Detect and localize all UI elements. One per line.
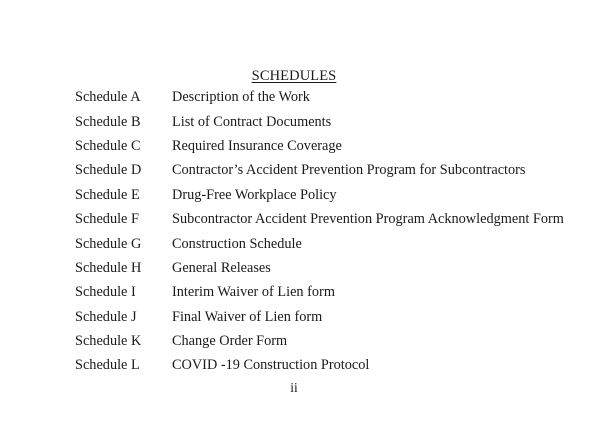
schedule-id: Schedule F bbox=[75, 211, 139, 227]
schedule-row-b bbox=[0, 113, 598, 131]
schedule-description: Change Order Form bbox=[172, 333, 288, 349]
page-title: SCHEDULES bbox=[251, 68, 337, 84]
schedule-row-j bbox=[0, 308, 598, 326]
schedule-description: Contractor’s Accident Prevention Program for Subcontractors bbox=[172, 162, 526, 178]
schedule-description: Drug-Free Workplace Policy bbox=[172, 187, 337, 203]
schedule-id: Schedule C bbox=[75, 138, 141, 154]
schedule-row-f bbox=[0, 210, 598, 228]
schedule-id: Schedule K bbox=[75, 333, 142, 349]
schedule-description: Construction Schedule bbox=[172, 236, 302, 252]
schedule-id: Schedule A bbox=[75, 89, 141, 105]
schedule-id: Schedule G bbox=[75, 236, 142, 252]
schedule-row-g bbox=[0, 235, 598, 253]
schedule-row-d bbox=[0, 161, 598, 179]
schedule-id: Schedule L bbox=[75, 357, 140, 373]
schedule-row-c bbox=[0, 137, 598, 155]
schedule-description: Interim Waiver of Lien form bbox=[172, 284, 335, 300]
schedule-description: COVID -19 Construction Protocol bbox=[172, 357, 370, 373]
schedule-id: Schedule H bbox=[75, 260, 142, 276]
page-number: ii bbox=[290, 380, 298, 395]
schedule-id: Schedule E bbox=[75, 187, 140, 203]
schedule-description: Description of the Work bbox=[172, 89, 310, 105]
schedule-description: General Releases bbox=[172, 260, 271, 276]
schedule-description: List of Contract Documents bbox=[172, 114, 332, 130]
schedule-row-e bbox=[0, 186, 598, 204]
schedule-id: Schedule J bbox=[75, 309, 137, 325]
schedule-id: Schedule B bbox=[75, 114, 141, 130]
schedule-row-k bbox=[0, 332, 598, 350]
schedule-row-h bbox=[0, 259, 598, 277]
schedule-row-a bbox=[0, 88, 598, 106]
schedule-description: Subcontractor Accident Prevention Program Acknowledgment Form bbox=[172, 211, 564, 227]
schedule-description: Final Waiver of Lien form bbox=[172, 309, 323, 325]
schedule-id: Schedule D bbox=[75, 162, 142, 178]
schedule-id: Schedule I bbox=[75, 284, 136, 300]
schedule-row-l bbox=[0, 356, 598, 374]
schedule-description: Required Insurance Coverage bbox=[172, 138, 342, 154]
schedule-row-i bbox=[0, 283, 598, 301]
